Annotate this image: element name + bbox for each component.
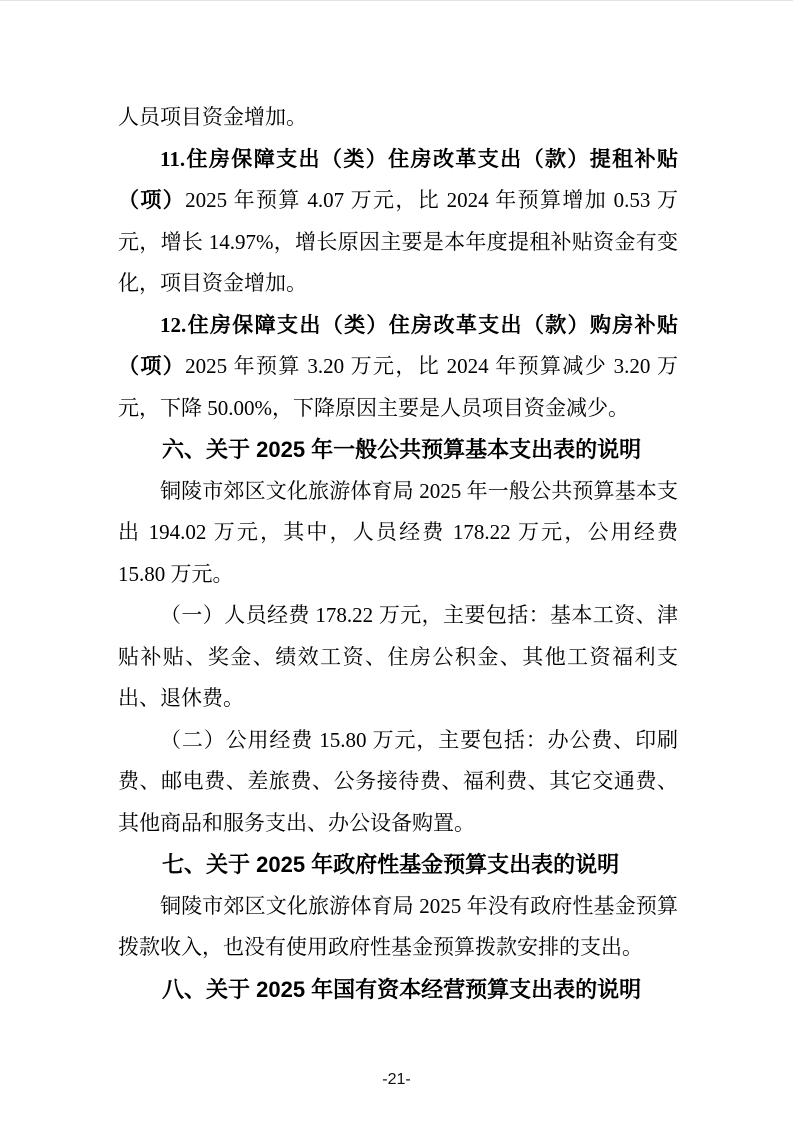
page-number: -21- [382, 1071, 411, 1088]
paragraph [118, 886, 678, 969]
text-run: 2025 年预算 3.20 万元，比 2024 年预算减少 3.20 万元，下降 50.00%，下降原因主要是人员项目资金减少。 [118, 354, 679, 420]
paragraph [118, 471, 678, 596]
bold-text-run: 六、关于 2025 年一般公共预算基本支出表的说明 [162, 437, 642, 462]
text-run: （一）人员经费 178.22 万元，主要包括：基本工资、津贴补贴、奖金、绩效工资、住房公积金、其他工资福利支出、退休费。 [118, 603, 678, 710]
bold-text-run: 12.住房保障支出（类）住房改革支出（款）购房补贴（项） [118, 312, 678, 378]
bold-text-run: 七、关于 2025 年政府性基金预算支出表的说明 [162, 852, 620, 877]
paragraph [118, 305, 678, 430]
paragraph [118, 97, 678, 139]
section-heading [118, 844, 678, 886]
section-heading [118, 429, 678, 471]
text-run: （二）公用经费 15.80 万元，主要包括：办公费、印刷费、邮电费、差旅费、公务接待费、福利费、其它交通费、其他商品和服务支出、办公设备购置。 [118, 727, 678, 835]
text-run: 2025 年预算 4.07 万元，比 2024 年预算增加 0.53 万元，增长 14.97%，增长原因主要是本年度提租补贴资金有变化，项目资金增加。 [118, 188, 679, 295]
section-heading [118, 969, 678, 1011]
paragraph [118, 139, 678, 305]
paragraph [118, 595, 678, 720]
text-run: 铜陵市郊区文化旅游体育局 2025 年一般公共预算基本支出 194.02 万元，其中，人员经费 178.22 万元，公用经费 15.80 万元。 [118, 478, 678, 586]
paragraph [118, 720, 678, 845]
text-run: 人员项目资金增加。 [118, 105, 307, 129]
bold-text-run: 11.住房保障支出（类）住房改革支出（款）提租补贴（项） [118, 146, 678, 212]
bold-text-run: 八、关于 2025 年国有资本经营预算支出表的说明 [162, 976, 642, 1002]
document-body [118, 97, 678, 1010]
text-run: 铜陵市郊区文化旅游体育局 2025 年没有政府性基金预算拨款收入，也没有使用政府性基金预算拨款安排的支出。 [118, 893, 678, 959]
